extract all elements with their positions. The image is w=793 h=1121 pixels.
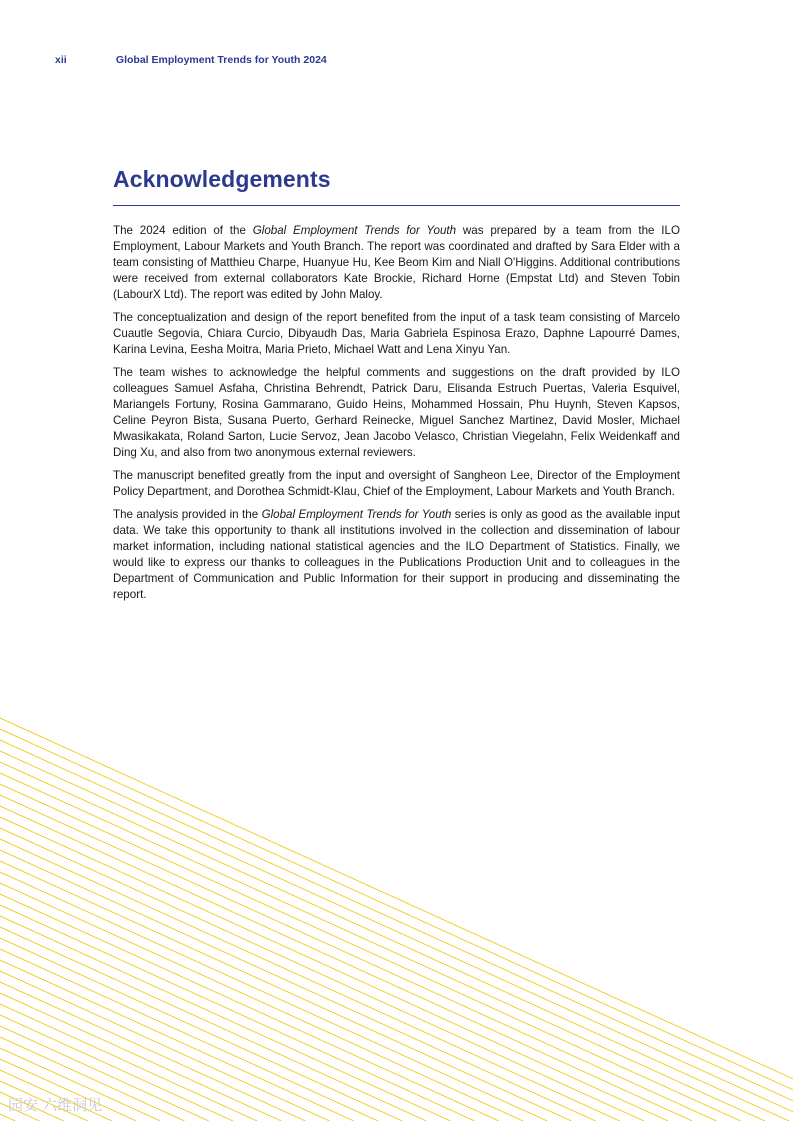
stripe-line xyxy=(0,894,499,1121)
stripe-line xyxy=(0,795,716,1121)
paragraph-reviewers: The team wishes to acknowledge the helpful comments and suggestions on the draft provided by ILO colleagues Samuel Asfaha, Christina Behrendt, Patrick Daru, Elisanda Estruch Puertas, Valeria Esquivel, Mariangels Fortuny, Rosina Gammarano, Guido Heins, Mohammed Hossain, Phu Huynh, Steven Kapsos, Celine Peyron Bista, Susana Puerto, Gerhard Reinecke, Miguel Sanchez Martinez, David Mosler, Michael Mwasikakata, Roland Sarton, Lucie Servoz, Jean Jacobo Velasco, Christian Viegelahn, Felix Weidenkaff and Ding Xu, and also from two anonymous external reviewers. xyxy=(113,366,680,459)
paragraph-oversight: The manuscript benefited greatly from the input and oversight of Sangheon Lee, Director of the Employment Policy Department, and Dorothea Schmidt-Klau, Chief of the Employment, Labour Markets and Youth Branch. xyxy=(113,469,680,498)
stripe-line xyxy=(0,784,741,1121)
stripe-line xyxy=(0,718,793,1079)
stripe-line xyxy=(0,916,451,1121)
stripe-line xyxy=(0,751,793,1112)
stripe-line xyxy=(0,762,789,1121)
stripe-line xyxy=(0,806,692,1121)
page-number: xii xyxy=(55,54,67,66)
stripe-line xyxy=(0,773,765,1121)
stripe-line xyxy=(0,839,620,1121)
paragraph-authors: The 2024 edition of the Global Employment Trends for Youth was prepared by a team from the ILO Employment, Labour Markets and Youth Branch. The report was coordinated and drafted by Sara Elder with a team consisting of Matthieu Charpe, Huanyue Hu, Kee Beom Kim and Niall O'Higgins. Additional contributions were received from external collaborators Kate Brockie, Richard Horne (Empstat Ltd) and Steven Tobin (LabourX Ltd). The report was edited by John Maloy. xyxy=(113,224,680,301)
report-title: Global Employment Trends for Youth 2024 xyxy=(115,54,327,66)
stripe-line xyxy=(0,1114,15,1121)
page-title: Acknowledgements xyxy=(113,166,331,192)
main-content xyxy=(113,164,680,610)
stripe-line xyxy=(0,883,523,1121)
running-header xyxy=(55,54,327,66)
title-divider xyxy=(113,205,680,206)
paragraph-task-team: The conceptualization and design of the report benefited from the input of a task team consisting of Marcelo Cuautle Segovia, Chiara Curcio, Dibyaudh Das, Maria Gabriela Espinosa Erazo, Daphne Lapourré Dames, Karina Levina, Eesha Moitra, Maria Prieto, Michael Watt and Lena Xinyu Yan. xyxy=(113,311,680,356)
stripe-line xyxy=(0,740,793,1101)
stripe-line xyxy=(0,905,475,1121)
stripe-line xyxy=(0,872,547,1121)
stripe-line xyxy=(0,850,596,1121)
watermark: 园安 六维洞见 xyxy=(8,1097,103,1114)
stripe-line xyxy=(0,861,571,1121)
stripe-line xyxy=(0,817,668,1121)
paragraph-data-thanks: The analysis provided in the Global Employment Trends for Youth series is only as good as the available input data. We take this opportunity to thank all institutions involved in the collection and dissemination of labour market information, including national statistical agencies and the ILO Department of Statistics. Finally, we would like to express our thanks to colleagues in the Publications Production Unit and to colleagues in the Department of Communication and Public Information for their support in producing and disseminating the report. xyxy=(113,508,680,601)
stripe-line xyxy=(0,927,426,1121)
stripe-line xyxy=(0,729,793,1090)
stripe-line xyxy=(0,828,644,1121)
